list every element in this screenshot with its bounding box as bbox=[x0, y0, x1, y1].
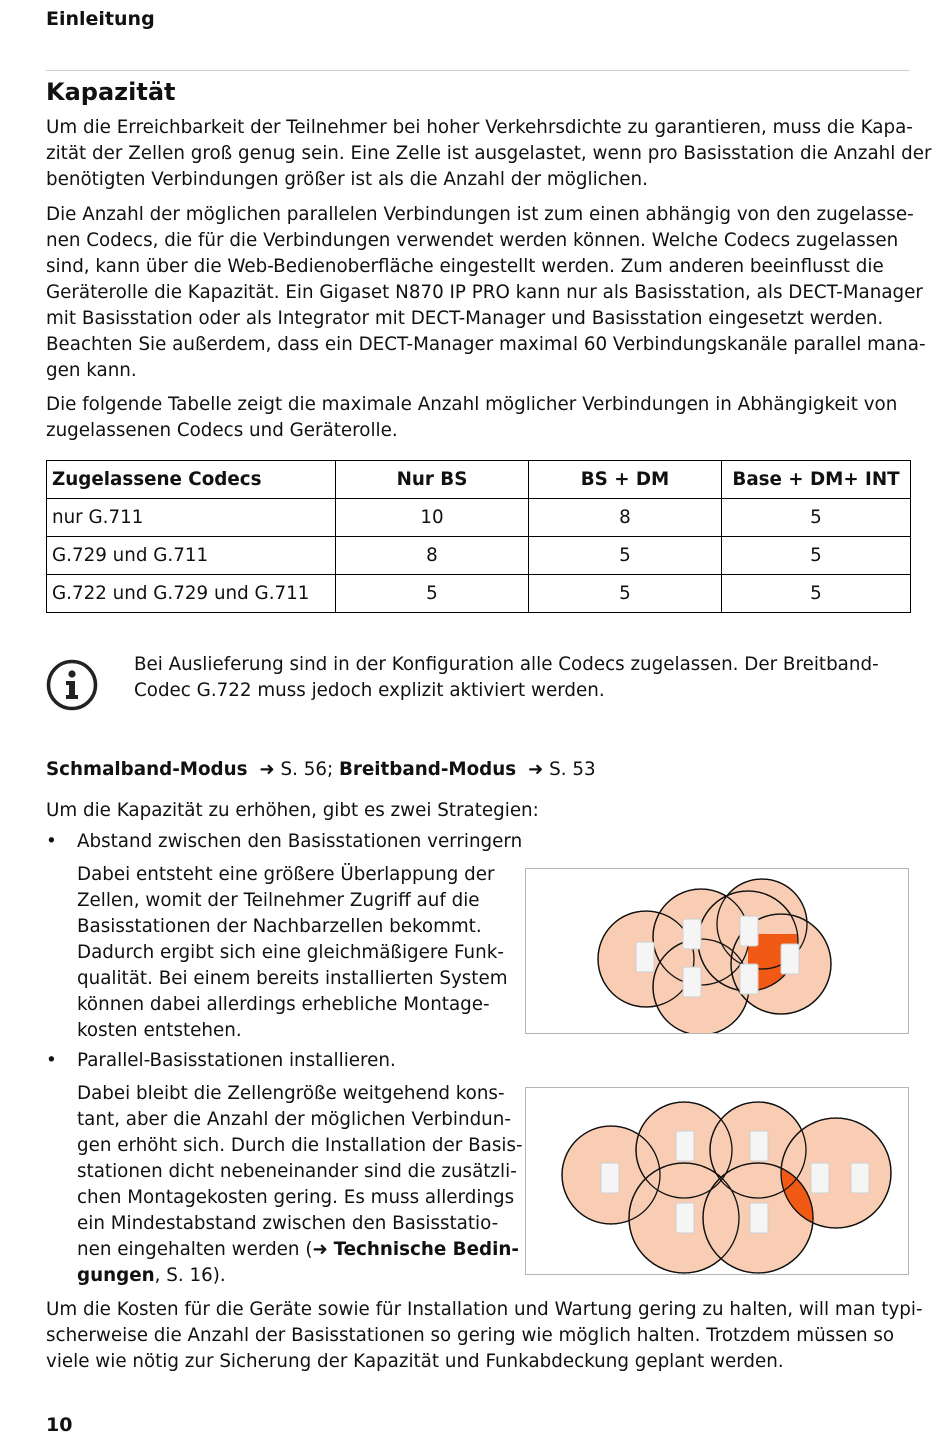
paragraph-final bbox=[46, 1297, 923, 1375]
table-header-cell: Nur BS bbox=[336, 461, 529, 499]
bullet-icon: • bbox=[46, 1050, 57, 1071]
table-cell: 8 bbox=[336, 537, 529, 575]
page-reference[interactable]: S. 56; bbox=[280, 759, 334, 780]
link-technische-bedingungen[interactable]: Technische Bedin- bbox=[333, 1239, 519, 1260]
table-cell: 5 bbox=[336, 575, 529, 613]
link-schmalband-modus[interactable]: Schmalband-Modus bbox=[46, 759, 248, 780]
table-header-row bbox=[47, 461, 911, 499]
strategy-2-title bbox=[46, 1050, 396, 1071]
text-line-reference bbox=[77, 1237, 523, 1263]
text-line: kosten entstehen. bbox=[77, 1020, 242, 1041]
text-line: Dabei entsteht eine größere Überlappung der bbox=[77, 864, 495, 885]
reference-suffix: , S. 16). bbox=[154, 1265, 226, 1286]
text-line: mit Basisstation oder als Integrator mit DECT-Manager und Basisstation eingesetzt werden. bbox=[46, 308, 884, 329]
link-technische-bedingungen[interactable]: gungen bbox=[77, 1265, 155, 1286]
codec-capacity-table bbox=[46, 460, 911, 613]
page-title: Kapazität bbox=[46, 78, 176, 106]
arrow-icon: ➜ bbox=[527, 759, 544, 780]
arrow-icon: ➜ bbox=[312, 1239, 328, 1260]
text-line: Um die Kosten für die Geräte sowie für Installation und Wartung gering zu halten, will man typi- bbox=[46, 1299, 923, 1320]
base-station-icon bbox=[781, 944, 799, 974]
base-station-icon bbox=[740, 964, 758, 994]
text-line: gen erhöht sich. Durch die Installation der Basis- bbox=[77, 1135, 523, 1156]
arrow-icon: ➜ bbox=[259, 759, 275, 780]
note-line: Bei Auslieferung sind in der Konfiguration alle Codecs zugelassen. Der Breitband- bbox=[134, 654, 879, 675]
text-line: chen Montagekosten gering. Es muss allerdings bbox=[77, 1187, 515, 1208]
info-note bbox=[134, 652, 879, 704]
table-cell: 10 bbox=[336, 499, 529, 537]
base-station-icon bbox=[750, 1203, 768, 1233]
strategies-intro: Um die Kapazität zu erhöhen, gibt es zwei Strategien: bbox=[46, 800, 539, 821]
diagram-reduced-distance bbox=[525, 868, 909, 1034]
link-breitband-modus[interactable]: Breitband-Modus bbox=[338, 759, 517, 780]
mode-links bbox=[46, 757, 596, 783]
text-line: sind, kann über die Web-Bedienoberfläche eingestellt werden. Zum anderen beeinflusst die bbox=[46, 256, 884, 277]
base-station-icon bbox=[601, 1163, 619, 1193]
base-station-icon bbox=[683, 919, 701, 949]
base-station-icon bbox=[676, 1131, 694, 1161]
text-line: Zellen, womit der Teilnehmer Zugriff auf die bbox=[77, 890, 480, 911]
note-line: Codec G.722 muss jedoch explizit aktiviert werden. bbox=[134, 680, 605, 701]
text-line: Die folgende Tabelle zeigt die maximale Anzahl möglicher Verbindungen in Abhängigkeit von bbox=[46, 394, 898, 415]
text-line-reference bbox=[77, 1263, 523, 1289]
text-line: Dabei bleibt die Zellengröße weitgehend kons- bbox=[77, 1083, 505, 1104]
text-line: können dabei allerdings erhebliche Montage- bbox=[77, 994, 490, 1015]
table-cell: nur G.711 bbox=[47, 499, 336, 537]
text-line: Um die Erreichbarkeit der Teilnehmer bei hoher Verkehrsdichte zu garantieren, muss die Kapa- bbox=[46, 117, 913, 138]
table-row bbox=[47, 575, 911, 613]
paragraph-3 bbox=[46, 392, 916, 444]
text-line: ein Mindestabstand zwischen den Basisstatio- bbox=[77, 1213, 499, 1234]
table-cell: G.722 und G.729 und G.711 bbox=[47, 575, 336, 613]
table-cell: 5 bbox=[529, 575, 722, 613]
strategy-title: Parallel-Basisstationen installieren. bbox=[77, 1050, 396, 1071]
table-row bbox=[47, 499, 911, 537]
text-line: scherweise die Anzahl der Basisstationen so gering wie möglich halten. Trotzdem müssen so bbox=[46, 1325, 895, 1346]
text-line: benötigten Verbindungen größer ist als die Anzahl der möglichen. bbox=[46, 169, 648, 190]
paragraph-1 bbox=[46, 115, 932, 193]
reference-prefix: nen eingehalten werden ( bbox=[77, 1239, 313, 1260]
table-cell: G.729 und G.711 bbox=[47, 537, 336, 575]
page-number: 10 bbox=[46, 1414, 73, 1436]
text-line: zugelassenen Codecs und Geräterolle. bbox=[46, 420, 398, 441]
diagram-parallel-base-stations bbox=[525, 1087, 909, 1275]
section-header: Einleitung bbox=[46, 8, 155, 30]
table-header-cell: Base + DM+ INT bbox=[722, 461, 911, 499]
strategy-2-text bbox=[77, 1081, 523, 1289]
text-line: nen Codecs, die für die Verbindungen verwendet werden können. Welche Codecs zugelassen bbox=[46, 230, 899, 251]
info-icon bbox=[46, 659, 98, 711]
base-station-icon bbox=[740, 916, 758, 946]
base-station-icon bbox=[851, 1163, 869, 1193]
text-line: tant, aber die Anzahl der möglichen Verbindun- bbox=[77, 1109, 511, 1130]
table-header-cell: Zugelassene Codecs bbox=[47, 461, 336, 499]
table-cell: 5 bbox=[529, 537, 722, 575]
text-line: stationen dicht nebeneinander sind die zusätzli- bbox=[77, 1161, 517, 1182]
table-cell: 5 bbox=[722, 537, 911, 575]
text-line: Geräterolle die Kapazität. Ein Gigaset N870 IP PRO kann nur als Basisstation, als DECT-Manager bbox=[46, 282, 923, 303]
text-line: Basisstationen der Nachbarzellen bekommt. bbox=[77, 916, 482, 937]
bullet-icon: • bbox=[46, 831, 57, 852]
paragraph-2 bbox=[46, 202, 926, 384]
text-line: Dadurch ergibt sich eine gleichmäßigere Funk- bbox=[77, 942, 504, 963]
base-station-icon bbox=[683, 967, 701, 997]
table-header-cell: BS + DM bbox=[529, 461, 722, 499]
header-divider bbox=[46, 70, 910, 71]
table-cell: 5 bbox=[722, 499, 911, 537]
text-line: qualität. Bei einem bereits installierten System bbox=[77, 968, 508, 989]
table-cell: 5 bbox=[722, 575, 911, 613]
text-line: Beachten Sie außerdem, dass ein DECT-Manager maximal 60 Verbindungskanäle parallel mana- bbox=[46, 334, 926, 355]
base-station-icon bbox=[750, 1131, 768, 1161]
strategy-title: Abstand zwischen den Basisstationen verringern bbox=[77, 831, 523, 852]
base-station-icon bbox=[636, 942, 654, 972]
strategy-1-text bbox=[77, 862, 508, 1044]
text-line: gen kann. bbox=[46, 360, 137, 381]
strategy-1-title bbox=[46, 831, 522, 852]
page-reference[interactable]: S. 53 bbox=[549, 759, 596, 780]
table-row bbox=[47, 537, 911, 575]
text-line: zität der Zellen groß genug sein. Eine Zelle ist ausgelastet, wenn pro Basisstation die Anzahl der bbox=[46, 143, 932, 164]
text-line: viele wie nötig zur Sicherung der Kapazität und Funkabdeckung geplant werden. bbox=[46, 1351, 784, 1372]
table-cell: 8 bbox=[529, 499, 722, 537]
base-station-icon bbox=[811, 1163, 829, 1193]
text-line: Die Anzahl der möglichen parallelen Verbindungen ist zum einen abhängig von den zugelasse- bbox=[46, 204, 914, 225]
base-station-icon bbox=[676, 1203, 694, 1233]
